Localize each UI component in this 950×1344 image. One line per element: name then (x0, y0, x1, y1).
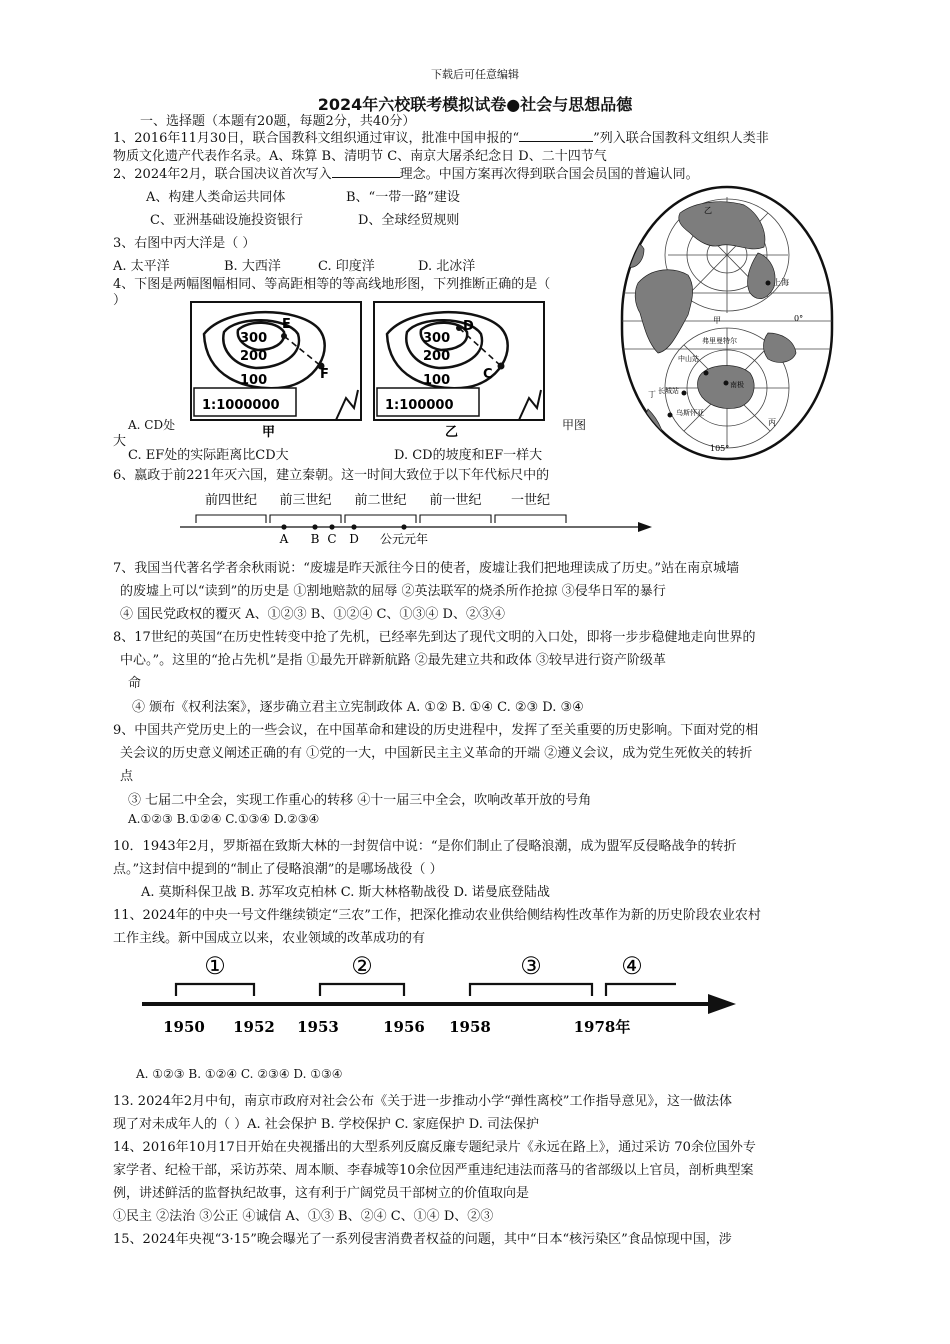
century-bracket (495, 515, 566, 523)
century-timeline (178, 487, 658, 547)
century-label: 一世纪 (510, 493, 551, 508)
section-heading: 一、选择题（本题有20题，每题2分，共40分） (140, 114, 416, 129)
globe-label-ushuaia: 乌斯怀亚 (676, 409, 704, 417)
timeline-point-label: C (327, 532, 337, 546)
timeline-point (281, 524, 286, 529)
century-bracket (345, 515, 416, 523)
contour-100-label: 100 (423, 373, 451, 388)
contour-maps-figure (186, 298, 556, 443)
question-4-line-1: 4、下图是两幅图幅相同、等高距相等的等高线地形图，下列推断正确的是（ (113, 277, 551, 292)
contour-200-label: 200 (423, 349, 451, 364)
contour-map-yi (374, 302, 544, 440)
century-bracket (420, 515, 491, 523)
question-2-option-c: C、亚洲基础设施投资银行 (150, 213, 303, 228)
question-9-line-2: 关会议的历史意义阐述正确的有 ①党的一大，中国新民主主义革命的开端 ②遵义会议，成为党生死攸关的转折 (120, 746, 753, 761)
point-f-label: F (320, 367, 329, 382)
question-14-line-4: ①民主 ②法治 ③公正 ④诚信 A、①③ B、②④ C、①④ D、②③ (113, 1209, 494, 1224)
contour-300-label: 300 (240, 331, 268, 346)
contour-map-jia (191, 302, 361, 440)
timeline-point-label: D (349, 532, 359, 546)
year-label: 1978年 (573, 1018, 631, 1036)
reform-period-number: ④ (621, 952, 643, 980)
agriculture-reform-timeline (136, 948, 746, 1044)
question-4-option-c: C. EF处的实际距离比CD大 (128, 448, 289, 463)
globe-label-0-degree: 0° (794, 314, 804, 323)
question-14-line-3: 例，讲述鲜活的监督执纪故事，这有利于广阔党员干部树立的价值取向是 (113, 1186, 530, 1201)
question-4-option-d: D. CD的坡度和EF一样大 (394, 448, 543, 463)
year-label: 1958 (449, 1018, 491, 1036)
globe-label-shanghai: 上海 (773, 278, 789, 287)
exam-title: 2024年六校联考模拟试卷●社会与思想品德 (317, 95, 633, 114)
scale-label: 1:100000 (385, 398, 454, 413)
page-header: 下载后可任意编辑 (431, 68, 519, 81)
contour-200-label: 200 (240, 349, 268, 364)
reform-period-number: ② (351, 952, 373, 980)
timeline-point-label: B (310, 532, 320, 546)
question-10-line-2: 点。”这封信中提到的“制止了侵略浪潮”的是哪场战役（ ） (113, 862, 443, 877)
question-14-line-1: 14、2016年10月17日开始在央视播出的大型系列反腐反廉专题纪录片《永远在路上》，通过采访 70余位国外专 (113, 1140, 756, 1155)
reform-bracket (470, 984, 592, 996)
question-14-line-2: 家学者、纪检干部，采访苏荣、周本顺、李春城等10余位因严重违纪违法而落马的省部级以上官员，剖析典型案 (113, 1163, 754, 1178)
reform-bracket (320, 984, 404, 996)
question-9-line-1: 9、中国共产党历史上的一些会议，在中国革命和建设的历史进程中，发挥了至关重要的历史影响。下面对党的相 (113, 723, 759, 738)
timeline-point (312, 524, 317, 529)
question-3-stem: 3、右图中丙大洋是（ ） (113, 236, 256, 251)
year-label: 1950 (163, 1018, 205, 1036)
map-label-yi: 乙 (445, 425, 459, 440)
question-9-line-4: ③ 七届二中全会，实现工作重心的转移 ④十一届三中全会，吹响改革开放的号角 (128, 793, 592, 808)
year-label: 1952 (233, 1018, 275, 1036)
question-8-line-2: 中心。”。这里的“抢占先机”是指 ①最先开辟新航路 ②最先建立共和政体 ③较早进行资产阶级革 (120, 653, 666, 668)
question-11-line-1: 11、2024年的中央一号文件继续锁定“三农”工作，把深化推动农业供给侧结构性改革作为新的历史阶段农业农村 (113, 908, 761, 923)
epoch-label: 公元元年 (379, 532, 429, 546)
timeline-point (329, 524, 334, 529)
timeline-point (351, 524, 356, 529)
question-2-option-a: A、构建人类命运共同体 (146, 190, 286, 205)
contour-300-label: 300 (423, 331, 451, 346)
answer-blank (519, 129, 593, 142)
question-1-line-1: 1、2016年11月30日，联合国教科文组织通过审议，批准中国申报的“ ”列入联合国教科文组织人类非 (113, 131, 769, 146)
question-4-option-a-cont: 大 (113, 434, 127, 449)
point-c-label: C (483, 367, 493, 382)
reform-period-number: ③ (520, 952, 542, 980)
question-8-line-1: 8、17世纪的英国“在历史性转变中抢了先机，已经率先到达了现代文明的入口处，即将一步步稳健地走向世界的 (113, 630, 756, 645)
question-1-line-2: 物质文化遗产代表作名录。A、珠算 B、清明节 C、南京大屠杀纪念日 D、二十四节气 (113, 149, 607, 164)
question-11-options: A. ①②③ B. ①②④ C. ②③④ D. ①③④ (136, 1067, 343, 1081)
question-3-option-a: A. 太平洋 (113, 259, 170, 274)
century-bracket (196, 515, 266, 523)
question-7-line-3: ④ 国民党政权的覆灭 A、①②③ B、①②④ C、①③④ D、②③④ (120, 607, 505, 622)
globe-label-south-pole: 南极 (730, 381, 744, 389)
globe-label-105-degree: 105° (710, 444, 730, 453)
question-4-option-a: A. CD处 (128, 418, 176, 432)
globe-label-zhongshan: 中山站 (678, 355, 699, 363)
question-8-line-4: ④ 颁布《权利法案》，逐步确立君主立宪制政体 A. ①② B. ①④ C. ②③ D. ③④ (132, 700, 584, 715)
century-label: 前一世纪 (429, 493, 482, 508)
question-13-line-2: 现了对未成年人的（ ）A. 社会保护 B. 学校保护 C. 家庭保护 D. 司法保护 (113, 1117, 539, 1132)
question-7-line-2: 的废墟上可以“读到”的历史是 ①割地赔款的屈辱 ②英法联军的烧杀所作抢掠 ③侵华日军的暴行 (120, 584, 666, 599)
reform-bracket (606, 984, 676, 996)
question-15-line-1: 15、2024年央视“3·15”晚会曝光了一系列侵害消费者权益的问题，其中“日本“核污染区”食品惊现中国，涉 (113, 1232, 732, 1247)
globe-label-bing: 丙 (768, 418, 776, 427)
question-2-option-d: D、全球经贸规则 (358, 213, 460, 228)
question-8-line-3: 命 (128, 676, 142, 691)
question-7-line-1: 7、我国当代著名学者余秋雨说：“废墟是昨天派往今日的使者，废墟让我们把地理读成了历史。”站在南京城墙 (113, 561, 740, 576)
reform-period-number: ① (204, 952, 226, 980)
question-10-line-1: 10．1943年2月，罗斯福在致斯大林的一封贺信中说：“是你们制止了侵略浪潮，成为盟军反侵略战争的转折 (113, 839, 737, 854)
century-label: 前三世纪 (279, 493, 332, 508)
question-10-options: A. 莫斯科保卫战 B. 苏军攻克柏林 C. 斯大林格勒战役 D. 诺曼底登陆战 (141, 885, 550, 900)
timeline-point-label: A (279, 532, 289, 546)
year-label: 1956 (383, 1018, 425, 1036)
contour-100-label: 100 (240, 373, 268, 388)
question-9-line-3: 点 (120, 769, 134, 784)
year-label: 1953 (297, 1018, 339, 1036)
question-9-options: A.①②③ B.①②④ C.①③④ D.②③④ (128, 812, 320, 826)
question-2-option-b: B、“一带一路”建设 (346, 190, 460, 205)
question-6-stem: 6、嬴政于前221年灭六国，建立秦朝。这一时间大致位于以下年代标尺中的 (113, 468, 550, 483)
reform-bracket (176, 984, 254, 996)
point-e-label: E (282, 317, 291, 332)
map-label-jia: 甲 (262, 425, 276, 440)
globe-label-fremantle: 弗里曼特尔 (702, 337, 737, 345)
globe-label-yi: 乙 (704, 206, 712, 215)
question-3-option-c: C. 印度洋 (318, 259, 375, 274)
question-4-line-2: ） (113, 293, 127, 308)
point-d-label: D (463, 319, 474, 334)
globe-label-ding: 丁 (648, 390, 656, 399)
scale-label: 1:1000000 (202, 398, 280, 413)
question-4-option-a-end: 甲图 (562, 418, 587, 432)
question-13-line-1: 13. 2024年2月中旬，南京市政府对社会公布《关于进一步推动小学“弹性离校”工作指导意见》，这一做法体 (113, 1094, 732, 1109)
century-label: 前二世纪 (354, 493, 407, 508)
century-label: 前四世纪 (204, 493, 258, 508)
question-3-option-d: D. 北冰洋 (418, 259, 476, 274)
question-11-line-2: 工作主线。新中国成立以来，农业领域的改革成功的有 (113, 931, 426, 946)
globe-label-changcheng: 长城站 (658, 387, 679, 395)
globe-label-jia: 甲 (713, 316, 721, 325)
century-bracket (270, 515, 341, 523)
timeline-point (401, 524, 406, 529)
question-3-option-b: B. 大西洋 (224, 259, 281, 274)
globe-map-figure (618, 183, 836, 463)
question-2-line-1: 2、2024年2月，联合国决议首次写入 理念。中国方案再次得到联合国会员国的普遍认同。 (113, 167, 699, 182)
answer-blank (332, 165, 400, 178)
